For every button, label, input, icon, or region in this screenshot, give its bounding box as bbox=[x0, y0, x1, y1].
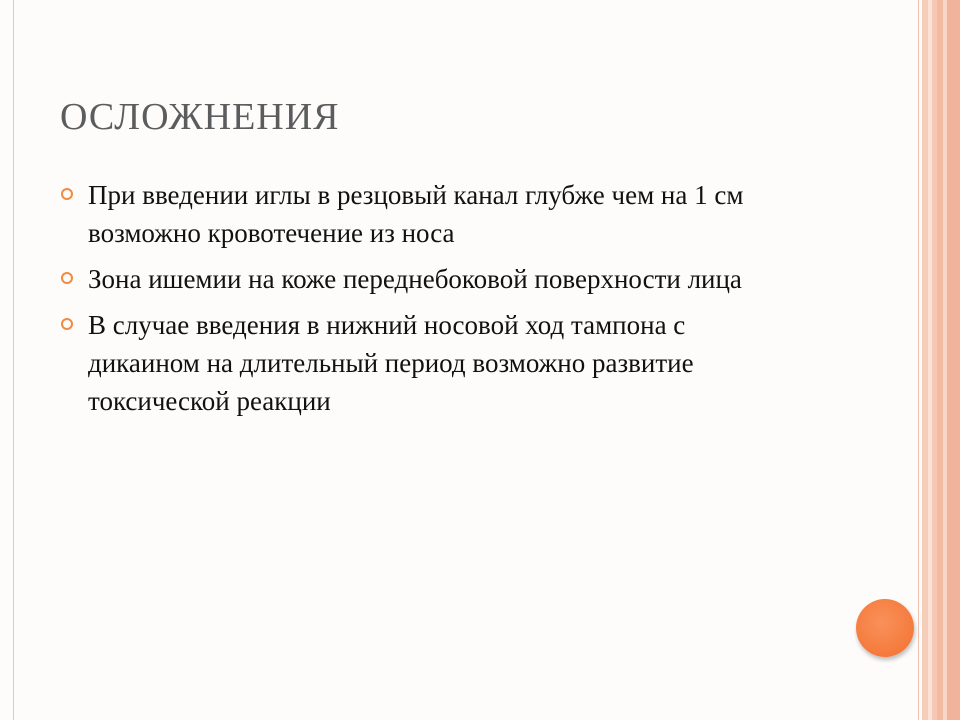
bullet-text: Зона ишемии на коже переднебоковой поверхности лица bbox=[88, 264, 742, 294]
bullet-item bbox=[60, 176, 780, 252]
frame-line-left bbox=[13, 0, 14, 720]
bullet-text: В случае введения в нижний носовой ход тампона с дикаином на длительный период возможно развитие токсической реакции bbox=[88, 310, 694, 416]
circle-bullet-icon bbox=[61, 272, 73, 284]
slide-title: ОСЛОЖНЕНИЯ bbox=[60, 96, 340, 138]
circle-bullet-icon bbox=[61, 188, 73, 200]
frame-line-right bbox=[918, 0, 919, 720]
decorative-stripe bbox=[947, 0, 960, 720]
bullet-text: При введении иглы в резцовый канал глубже чем на 1 см возможно кровотечение из носа bbox=[88, 180, 744, 248]
bullet-item bbox=[60, 260, 780, 298]
orange-circle-nav-icon[interactable] bbox=[856, 599, 914, 657]
circle-bullet-icon bbox=[61, 318, 73, 330]
bullet-item bbox=[60, 306, 780, 420]
bullet-list bbox=[60, 176, 780, 428]
